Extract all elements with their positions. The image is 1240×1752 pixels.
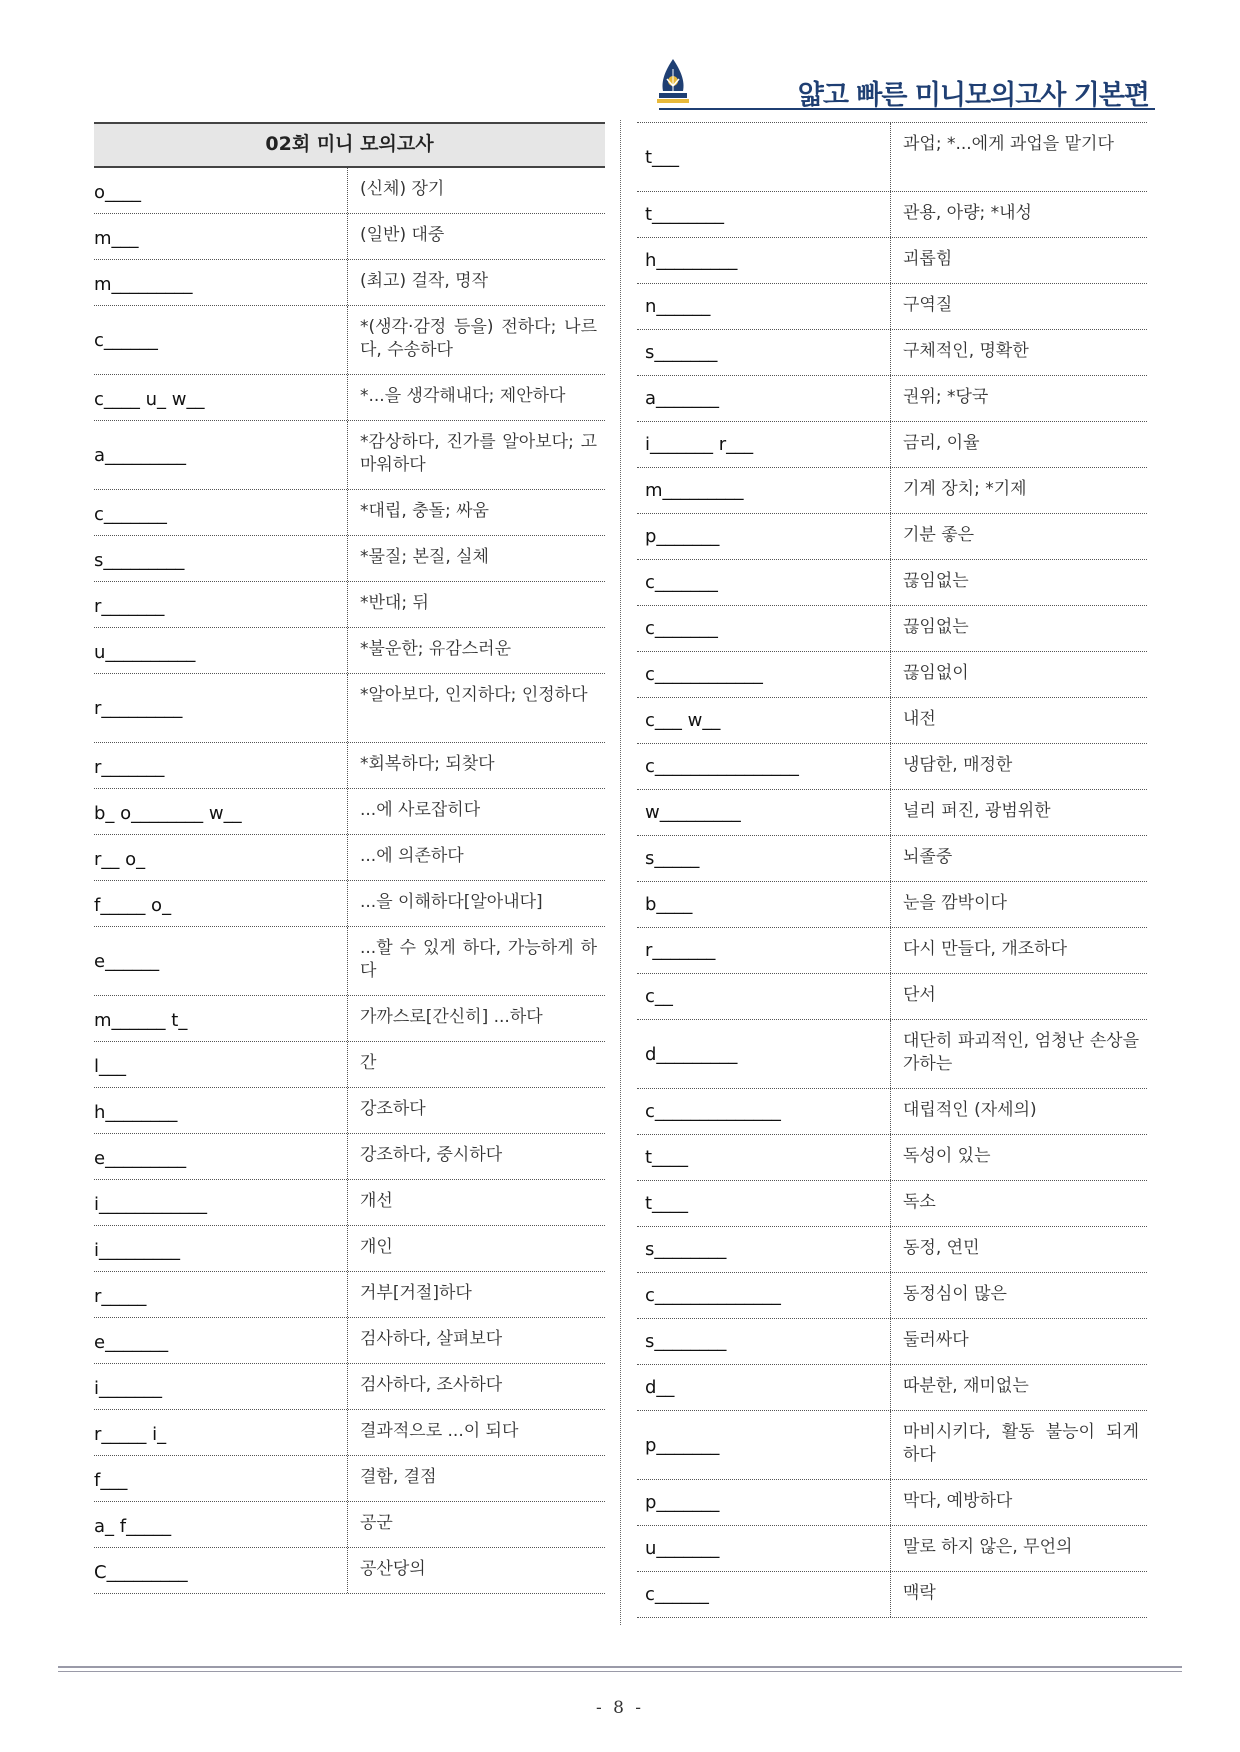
vocab-row <box>94 628 605 674</box>
vocab-word-blank: p_______ <box>637 514 891 559</box>
vocab-row <box>94 789 605 835</box>
vocab-meaning: *회복하다; 되찾다 <box>360 754 495 774</box>
vocab-word-blank: p_______ <box>637 1411 891 1479</box>
vocab-meaning: 기계 장치; *기제 <box>903 479 1027 499</box>
vocab-row <box>637 560 1147 606</box>
vocab-row <box>94 375 605 421</box>
vocab-row <box>637 376 1147 422</box>
vocab-word-blank: f_____ o_ <box>94 881 348 926</box>
vocab-meaning: 냉담한, 매정한 <box>903 755 1013 775</box>
vocab-row <box>94 1226 605 1272</box>
vocab-meaning: 강조하다 <box>360 1099 426 1119</box>
vocab-row <box>94 421 605 490</box>
vocab-meaning: 간 <box>360 1053 377 1073</box>
vocab-row <box>637 698 1147 744</box>
vocab-meaning: 둘러싸다 <box>903 1330 969 1350</box>
vocab-word-blank: c_______ <box>94 490 348 535</box>
vocab-word-blank: r_____ <box>94 1272 348 1317</box>
vocab-word-blank: r_____ i_ <box>94 1410 348 1455</box>
vocab-row <box>637 330 1147 376</box>
vocab-row <box>94 1548 605 1594</box>
vocab-row <box>94 306 605 375</box>
vocab-word-blank: c____ u_ w__ <box>94 375 348 420</box>
vocab-row <box>94 536 605 582</box>
vocab-meaning: (일반) 대중 <box>360 225 445 245</box>
vocab-row <box>94 1410 605 1456</box>
vocab-word-blank: o____ <box>94 168 348 213</box>
vocab-meaning: 대단히 파괴적인, 엄청난 손상을 가하는 <box>903 1031 1139 1074</box>
vocab-row <box>637 1319 1147 1365</box>
vocab-meaning: 금리, 이율 <box>903 433 980 453</box>
right-rows <box>637 123 1147 1618</box>
vocab-word-blank: s_______ <box>637 330 891 375</box>
vocab-word-blank: e______ <box>94 927 348 995</box>
vocab-row <box>637 1526 1147 1572</box>
vocab-meaning: *알아보다, 인지하다; 인정하다 <box>360 685 588 705</box>
vocab-word-blank: c_______ <box>637 560 891 605</box>
vocab-row <box>637 1181 1147 1227</box>
vocab-meaning: 강조하다, 중시하다 <box>360 1145 503 1165</box>
vocab-word-blank: m______ t_ <box>94 996 348 1041</box>
vocab-meaning: 기분 좋은 <box>903 525 975 545</box>
vocab-row <box>637 836 1147 882</box>
vocab-meaning: (최고) 걸작, 명작 <box>360 271 489 291</box>
vocab-word-blank: c____________ <box>637 652 891 697</box>
vocab-meaning: 과업; *...에게 과업을 맡기다 <box>903 134 1114 154</box>
footer-rule <box>58 1666 1182 1668</box>
vocab-meaning: 끊임없는 <box>903 571 969 591</box>
vocab-row <box>94 260 605 306</box>
vocab-row <box>637 1411 1147 1480</box>
vocab-meaning: 뇌졸중 <box>903 847 953 867</box>
vocab-word-blank: e_________ <box>94 1134 348 1179</box>
vocab-word-blank: s________ <box>637 1227 891 1272</box>
vocab-row <box>94 927 605 996</box>
vocab-row <box>637 606 1147 652</box>
vocab-meaning: 눈을 깜박이다 <box>903 893 1007 913</box>
vocab-row <box>637 652 1147 698</box>
vocab-meaning: 독소 <box>903 1192 936 1212</box>
vocab-meaning: 단서 <box>903 985 936 1005</box>
vocab-word-blank: d__ <box>637 1365 891 1410</box>
fountain-pen-logo-icon <box>655 57 691 111</box>
page-number: - 8 - <box>595 1698 645 1718</box>
vocab-word-blank: c________________ <box>637 744 891 789</box>
vocab-word-blank: t________ <box>637 192 891 237</box>
vocab-row <box>637 928 1147 974</box>
vocab-word-blank: a_______ <box>637 376 891 421</box>
vocab-meaning: *물질; 본질, 실체 <box>360 547 489 567</box>
vocab-meaning: ...에 의존하다 <box>360 846 464 866</box>
vocab-row <box>94 1364 605 1410</box>
vocab-meaning: *반대; 뒤 <box>360 593 429 613</box>
vocab-row <box>94 490 605 536</box>
vocab-row <box>94 835 605 881</box>
vocab-word-blank: u_______ <box>637 1526 891 1571</box>
vocab-row <box>637 1227 1147 1273</box>
vocab-meaning: 따분한, 재미없는 <box>903 1376 1029 1396</box>
vocab-word-blank: a_ f_____ <box>94 1502 348 1547</box>
vocab-row <box>94 1134 605 1180</box>
footer-rule-thin <box>58 1671 1182 1672</box>
vocab-word-blank: n______ <box>637 284 891 329</box>
vocab-word-blank: c______________ <box>637 1273 891 1318</box>
vocab-meaning: *...을 생각해내다; 제안하다 <box>360 386 566 406</box>
vocab-word-blank: s_________ <box>94 536 348 581</box>
vocab-meaning: 다시 만들다, 개조하다 <box>903 939 1068 959</box>
vocab-meaning: 검사하다, 조사하다 <box>360 1375 503 1395</box>
vocab-word-blank: c______ <box>94 306 348 374</box>
vocab-word-blank: b____ <box>637 882 891 927</box>
left-rows <box>94 168 605 1594</box>
header-title: 얇고 빠른 미니모의고사 기본편 <box>797 80 1149 111</box>
vocab-row <box>94 1272 605 1318</box>
vocab-word-blank: u__________ <box>94 628 348 673</box>
vocab-row <box>637 238 1147 284</box>
vocab-word-blank: c_______ <box>637 606 891 651</box>
vocab-row <box>637 514 1147 560</box>
vocab-meaning: 공군 <box>360 1513 393 1533</box>
vocab-meaning: 권위; *당국 <box>903 387 989 407</box>
vocab-row <box>637 790 1147 836</box>
section-title: 02회 미니 모의고사 <box>94 122 605 168</box>
vocab-word-blank: r_______ <box>94 743 348 788</box>
vocab-word-blank: h_________ <box>637 238 891 283</box>
vocab-row <box>637 1480 1147 1526</box>
right-vocab-table <box>637 122 1147 1618</box>
vocab-word-blank: r_______ <box>637 928 891 973</box>
vocab-meaning: 동정, 연민 <box>903 1238 980 1258</box>
vocab-meaning: 관용, 아량; *내성 <box>903 203 1032 223</box>
vocab-word-blank: i_______ r___ <box>637 422 891 467</box>
left-vocab-table <box>94 122 605 1594</box>
vocab-meaning: 맥락 <box>903 1583 936 1603</box>
vocab-word-blank: a_________ <box>94 421 348 489</box>
vocab-row <box>94 168 605 214</box>
vocab-row <box>637 1273 1147 1319</box>
vocab-meaning: 결과적으로 ...이 되다 <box>360 1421 519 1441</box>
vocab-word-blank: h________ <box>94 1088 348 1133</box>
vocab-word-blank: c___ w__ <box>637 698 891 743</box>
vocab-row <box>637 422 1147 468</box>
vocab-meaning: 막다, 예방하다 <box>903 1491 1013 1511</box>
vocab-meaning: 끊임없는 <box>903 617 969 637</box>
vocab-word-blank: e_______ <box>94 1318 348 1363</box>
vocab-row <box>94 1318 605 1364</box>
vocab-row <box>637 1089 1147 1135</box>
vocab-meaning: (신체) 장기 <box>360 179 445 199</box>
vocab-word-blank: s_____ <box>637 836 891 881</box>
vocab-word-blank: t____ <box>637 1181 891 1226</box>
vocab-word-blank: m_________ <box>637 468 891 513</box>
vocab-row <box>94 214 605 260</box>
vocab-word-blank: m_________ <box>94 260 348 305</box>
vocab-word-blank: C_________ <box>94 1548 348 1593</box>
vocab-meaning: 말로 하지 않은, 무언의 <box>903 1537 1073 1557</box>
vocab-meaning: 대립적인 (자세의) <box>903 1100 1037 1120</box>
vocab-row <box>94 1088 605 1134</box>
vocab-row <box>94 1180 605 1226</box>
vocab-word-blank: c__ <box>637 974 891 1019</box>
vocab-word-blank: d_________ <box>637 1020 891 1088</box>
vocab-meaning: 마비시키다, 활동 불능이 되게 하다 <box>903 1422 1139 1465</box>
vocab-meaning: ...할 수 있게 하다, 가능하게 하다 <box>360 938 597 981</box>
vocab-row <box>637 1572 1147 1618</box>
vocab-word-blank: c______ <box>637 1572 891 1617</box>
vocab-meaning: 괴롭힘 <box>903 249 953 269</box>
vocab-word-blank: t___ <box>637 123 891 191</box>
vocab-meaning: 개인 <box>360 1237 393 1257</box>
vocab-word-blank: r_________ <box>94 674 348 742</box>
vocab-meaning: 결함, 결점 <box>360 1467 437 1487</box>
vocab-meaning: *대립, 충돌; 싸움 <box>360 501 489 521</box>
vocab-meaning: 개선 <box>360 1191 393 1211</box>
vocab-word-blank: m___ <box>94 214 348 259</box>
column-divider <box>620 120 621 1625</box>
header-rule <box>659 108 1155 110</box>
vocab-row <box>637 468 1147 514</box>
vocab-row <box>94 743 605 789</box>
vocab-word-blank: p_______ <box>637 1480 891 1525</box>
vocab-row <box>637 192 1147 238</box>
vocab-word-blank: i_________ <box>94 1226 348 1271</box>
vocab-row <box>94 1456 605 1502</box>
vocab-word-blank: f___ <box>94 1456 348 1501</box>
vocab-row <box>637 1365 1147 1411</box>
vocab-row <box>94 996 605 1042</box>
vocab-row <box>637 1135 1147 1181</box>
vocab-word-blank: t____ <box>637 1135 891 1180</box>
vocab-meaning: 공산당의 <box>360 1559 426 1579</box>
page-header <box>655 55 1155 113</box>
vocab-meaning: 가까스로[간신히] ...하다 <box>360 1007 543 1027</box>
vocab-meaning: 독성이 있는 <box>903 1146 991 1166</box>
vocab-row <box>637 974 1147 1020</box>
vocab-row <box>94 674 605 743</box>
vocab-row <box>94 1042 605 1088</box>
vocab-row <box>637 882 1147 928</box>
vocab-word-blank: r__ o_ <box>94 835 348 880</box>
vocab-meaning: *(생각·감정 등을) 전하다; 나르다, 수송하다 <box>360 317 597 360</box>
vocab-meaning: 동정심이 많은 <box>903 1284 1007 1304</box>
vocab-row <box>94 881 605 927</box>
vocab-meaning: 검사하다, 살펴보다 <box>360 1329 503 1349</box>
vocab-row <box>637 744 1147 790</box>
vocab-word-blank: b_ o________ w__ <box>94 789 348 834</box>
vocab-meaning: *감상하다, 진가를 알아보다; 고마워하다 <box>360 432 597 475</box>
vocab-row <box>94 1502 605 1548</box>
vocab-word-blank: w_________ <box>637 790 891 835</box>
vocab-meaning: 구역질 <box>903 295 953 315</box>
vocab-word-blank: s________ <box>637 1319 891 1364</box>
vocab-meaning: 내전 <box>903 709 936 729</box>
vocab-row <box>637 123 1147 192</box>
vocab-meaning: 거부[거절]하다 <box>360 1283 472 1303</box>
vocab-meaning: ...을 이해하다[알아내다] <box>360 892 543 912</box>
vocab-row <box>94 582 605 628</box>
vocab-row <box>637 1020 1147 1089</box>
vocab-meaning: 끊임없이 <box>903 663 969 683</box>
vocab-meaning: ...에 사로잡히다 <box>360 800 481 820</box>
vocab-word-blank: c______________ <box>637 1089 891 1134</box>
vocab-word-blank: i_______ <box>94 1364 348 1409</box>
vocab-word-blank: r_______ <box>94 582 348 627</box>
vocab-word-blank: i____________ <box>94 1180 348 1225</box>
vocab-meaning: 구체적인, 명확한 <box>903 341 1029 361</box>
vocab-word-blank: l___ <box>94 1042 348 1087</box>
vocab-meaning: 널리 퍼진, 광범위한 <box>903 801 1051 821</box>
vocab-row <box>637 284 1147 330</box>
vocab-meaning: *불운한; 유감스러운 <box>360 639 512 659</box>
